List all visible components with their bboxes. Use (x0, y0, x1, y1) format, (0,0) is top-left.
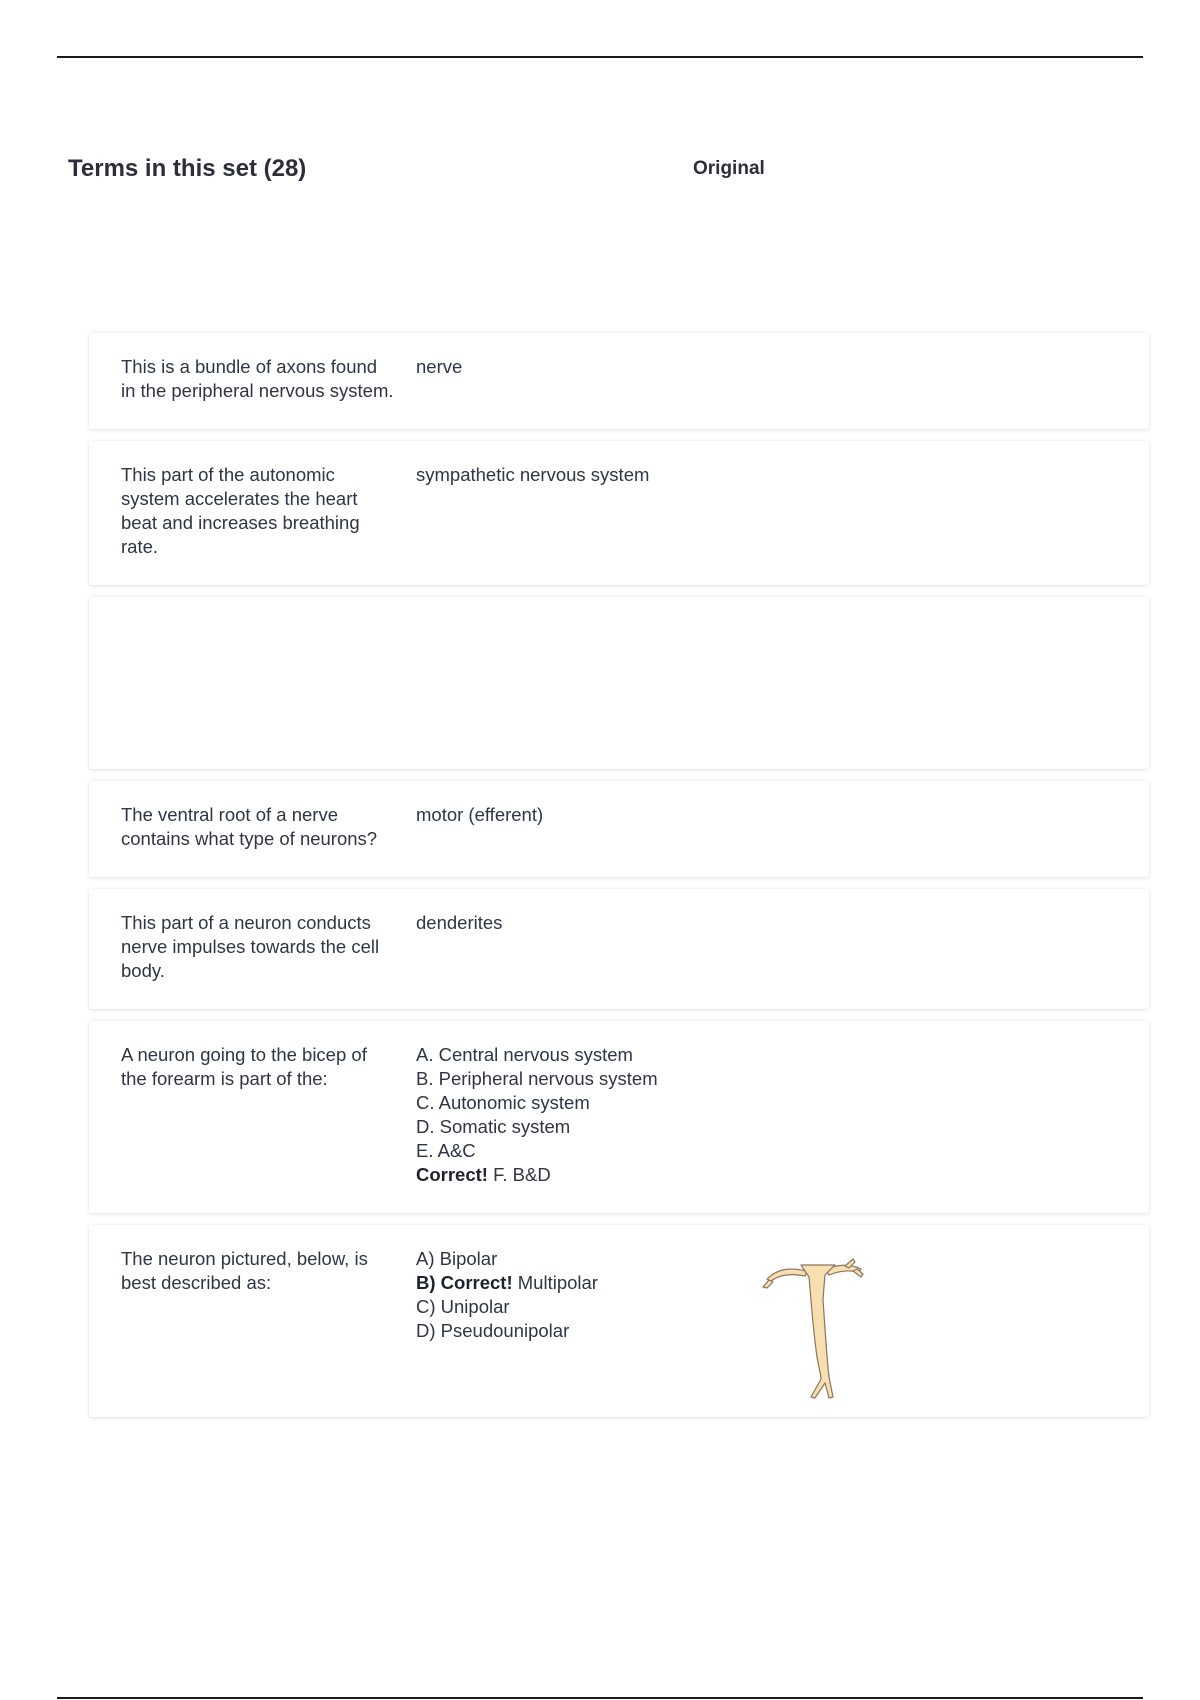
term-card (89, 441, 1149, 585)
set-title: Terms in this set (28) (68, 155, 307, 182)
term-card (89, 1021, 1149, 1213)
term-card (89, 1225, 1149, 1417)
correct-answer (416, 1271, 598, 1295)
term-card (89, 781, 1149, 877)
set-header (68, 155, 1143, 195)
correct-answer (416, 1163, 658, 1187)
definition-text: nerve (416, 356, 463, 377)
term-text: This part of a neuron conducts nerve impulses towards the cell body. (121, 912, 380, 981)
option-item: C. Autonomic system (416, 1092, 590, 1113)
option-item: C) Unipolar (416, 1296, 510, 1317)
definition-options (416, 1043, 658, 1187)
correct-marker: B) Correct! (416, 1272, 513, 1293)
option-item: B. Peripheral nervous system (416, 1068, 658, 1089)
term-card (89, 333, 1149, 429)
bottom-rule (57, 1697, 1143, 1699)
option-item: D. Somatic system (416, 1116, 571, 1137)
top-rule (57, 56, 1143, 58)
option-item: E. A&C (416, 1140, 476, 1161)
term-list (89, 333, 1149, 1429)
term-text: This part of the autonomic system accelerates the heart beat and increases breathing rate. (121, 464, 360, 557)
option-item: D) Pseudounipolar (416, 1320, 570, 1341)
neuron-illustration-icon (749, 1249, 889, 1399)
term-text: The ventral root of a nerve contains what type of neurons? (121, 804, 378, 849)
correct-answer-text: Multipolar (512, 1272, 598, 1293)
term-text: This is a bundle of axons found in the peripheral nervous system. (121, 356, 394, 401)
definition-text: denderites (416, 912, 503, 933)
term-text: A neuron going to the bicep of the forearm is part of the: (121, 1044, 367, 1089)
definition-options (416, 1247, 598, 1343)
definition-text: sympathetic nervous system (416, 464, 650, 485)
correct-marker: Correct! (416, 1164, 488, 1185)
term-text: The neuron pictured, below, is best described as: (121, 1248, 368, 1293)
option-item: A) Bipolar (416, 1248, 498, 1269)
term-card (89, 889, 1149, 1009)
original-label: Original (693, 158, 765, 179)
option-item: A. Central nervous system (416, 1044, 633, 1065)
definition-text: motor (efferent) (416, 804, 544, 825)
correct-answer-text: F. B&D (487, 1164, 551, 1185)
empty-term-card (89, 597, 1149, 769)
